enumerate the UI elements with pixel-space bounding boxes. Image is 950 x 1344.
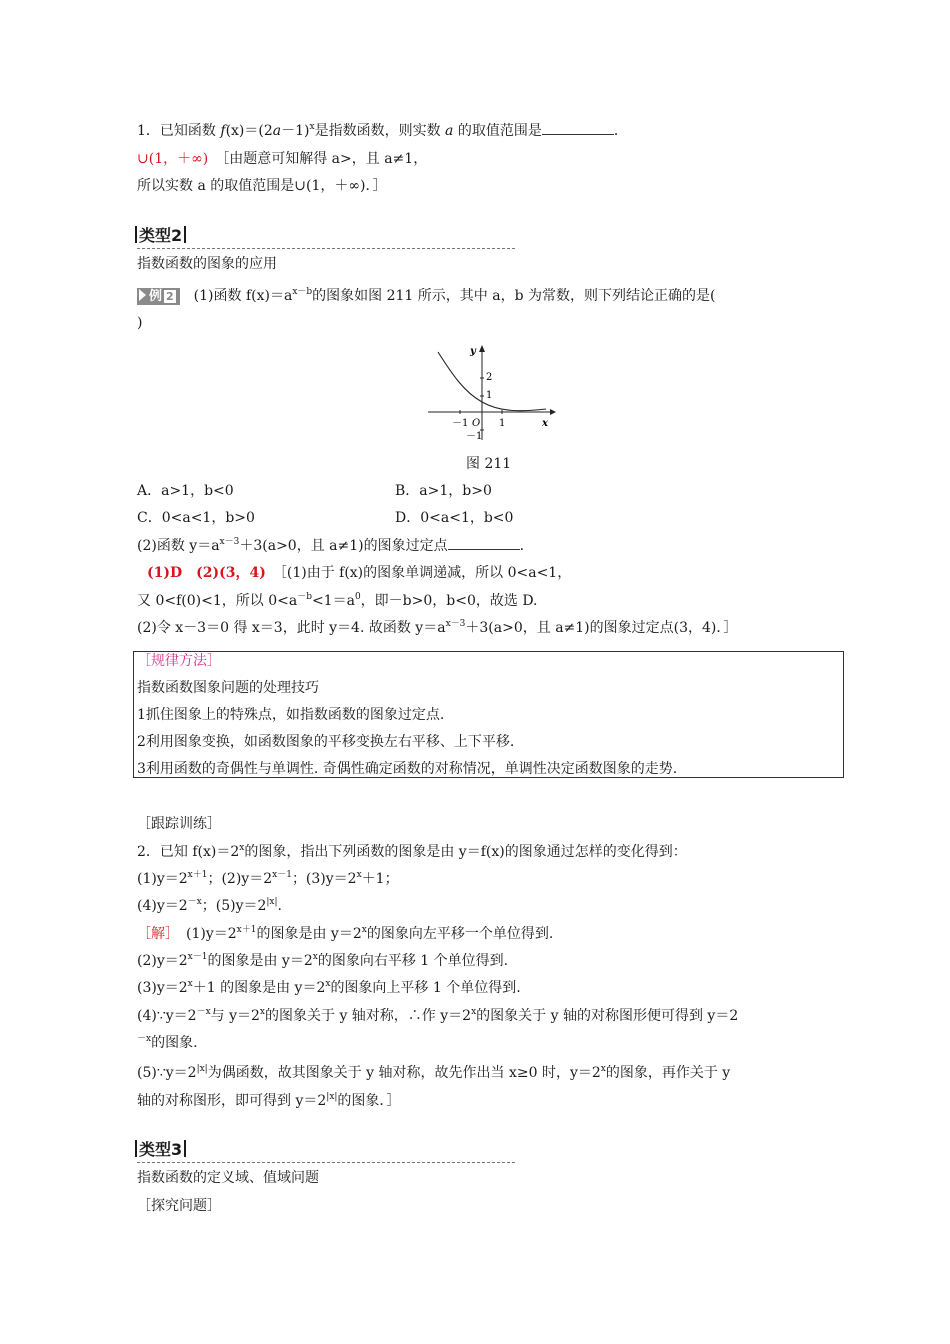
q1-answer: ∪(1，＋∞) ［由题意可知解得 a>，且 a≠1，: [137, 151, 428, 167]
example2-part2: (2)函数 $y=a^{x-3}+3(a>0$，且 a≠1)的图象过定点 .: [137, 537, 525, 554]
method-label: ［规律方法］: [137, 653, 221, 669]
solution-5: $(5)\because y=2^{|x|}$为偶函数，故其图象关于 y 轴对称，故先作出当 x≥0 时，$y=2^x$的图象，再作关于 y: [137, 1064, 731, 1081]
type2-heading: 类型2: [133, 226, 188, 246]
training-question: 2．已知 $f(x)=2^x$的图象，指出下列函数的图象是由 y＝f(x)的图象通过怎样的变化得到：: [137, 843, 687, 860]
y-axis-label: y: [470, 346, 476, 357]
exponential-graph: [420, 340, 560, 445]
example2-answer-3: (2)令 x－3＝0 得 x＝3，此时 y＝4. 故函数 $y=a^{x-3}+3(a>0$，且 a≠1)的图象过定点(3，4)．］: [137, 619, 738, 636]
answer-blank: [542, 122, 614, 135]
option-a: A．a>1，b<0: [137, 483, 234, 499]
q1-question: 1．已知函数 $f(x)=(2a-1)^x$是指数函数，则实数 a 的取值范围是 ．: [137, 122, 628, 139]
figure-caption: 图 211: [466, 456, 512, 472]
tick-label-y2: 2: [486, 372, 493, 383]
solution-1: ［解］ $(1)y=2^{x+1}$的图象是由 $y=2^x$的图象向左平移一个单位得到.: [137, 925, 554, 942]
training-label: ［跟踪训练］: [137, 816, 221, 832]
tick-label-x1: 1: [499, 418, 506, 429]
option-c: C．0<a<1，b>0: [137, 510, 255, 526]
solution-4: $(4)\because y=2^{-x}$与 $y=2^x$的图象关于 y 轴对称，∴作 $y=2^x$的图象关于 y 轴的对称图形便可得到 y＝2: [137, 1007, 739, 1024]
solution-5-cont: 轴的对称图形，即可得到 $y=2^{|x|}$的图象．］: [137, 1092, 401, 1109]
type3-divider: [137, 1162, 515, 1163]
example2-question: 例 2 (1)函数 $f(x)=a^{x-b}$的图象如图 211 所示，其中 a，b 为常数，则下列结论正确的是(: [137, 286, 715, 306]
type3-title: 指数函数的定义域、值域问题: [137, 1170, 319, 1186]
method-title: 指数函数图象问题的处理技巧: [137, 680, 319, 696]
type2-title: 指数函数的图象的应用: [137, 256, 277, 272]
option-b: B．a>1，b>0: [395, 483, 492, 499]
method-item: 1抓住图象上的特殊点，如指数函数的图象过定点.: [137, 707, 445, 723]
solution-3: $(3)y=2^x+1$ 的图象是由 $y=2^x$的图象向上平移 1 个单位得到.: [137, 979, 521, 996]
x-axis-label: x: [542, 418, 548, 429]
example2-close-paren: ): [137, 315, 143, 331]
type2-divider: [137, 248, 515, 249]
tick-label-y-neg1: －1: [466, 431, 483, 442]
example-tag: 例 2: [137, 288, 180, 305]
solution-2: $(2)y=2^{x-1}$的图象是由 $y=2^x$的图象向右平移 1 个单位得到.: [137, 952, 509, 969]
option-d: D．0<a<1，b<0: [395, 510, 514, 526]
tick-label-y1: 1: [486, 390, 493, 401]
example2-answer: (1)D (2)(3，4) ［(1)由于 f(x)的图象单调递减，所以 0<a<1，: [147, 565, 572, 581]
example2-answer-2: 又 0<f(0)<1，所以 $0<a^{-b}<1=a^0$，即－b>0，b<0，故选 D.: [137, 592, 538, 609]
method-item: 3利用函数的奇偶性与单调性. 奇偶性确定函数的对称情况，单调性决定函数图象的走势.: [137, 761, 678, 777]
training-items-2: $(4)y=2^{-x}$；$(5)y=2^{|x|}$.: [137, 897, 282, 914]
training-items-1: $(1)y=2^{x+1}$；$(2)y=2^{x-1}$；$(3)y=2^x+1$；: [137, 870, 399, 887]
answer-blank: [448, 537, 520, 550]
solution-4-cont: $^{-x}$的图象.: [137, 1034, 198, 1051]
method-item: 2利用图象变换，如函数图象的平移变换左右平移、上下平移.: [137, 734, 515, 750]
q1-answer-2: 所以实数 a 的取值范围是∪(1，＋∞)．］: [137, 178, 387, 194]
type3-heading: 类型3: [133, 1140, 188, 1160]
explore-label: ［探究问题］: [137, 1198, 221, 1214]
origin-label: O: [472, 418, 481, 429]
tick-label-x-neg1: －1: [452, 418, 469, 429]
